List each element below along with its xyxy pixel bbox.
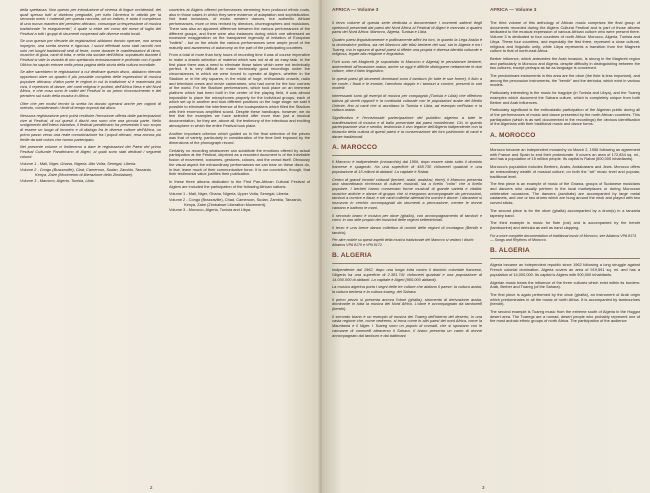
paragraph: Se altre sarebbero le registrazioni a cui dedicare questo disco, abbiamo ritenuto opportuno dare un quadro il più possibile completo delle espressioni di musica popolare africana; d'altra parte le regioni in cui la tradizione si è mantenuta più viva, il repertorio di danze, dei canti religiosi e profani, dell'Africa Nera e del Nord Africa, e che cosa sono le radici del Festival in un primo riconoscimento e del pensiero sul ruolo della musica in Africa. (20, 69, 161, 98)
paragraph: La musica algerina porta i segni delle tre culture che abitano il paese: la cultura araba, la cultura berbera e la cultura tuareg, del Sahara. (332, 284, 482, 294)
volume-list-item: Volume 1 - Mali, Niger, Ghana, Nigeria, Upper Volta, Senegal, Liberia. (169, 191, 290, 197)
paragraph: Another important criterion which guided us in the final selection of the pieces was that of variety, particularly in consideration of the time limit imposed by the dimensions of the phonograph record. (169, 130, 310, 145)
paragraph: Algeria became an independent republic since 1962 following a long struggle against French colonial domination. Algeria covers an area of 919,591 sq. mi. and has a population of 14,000,000. Its capital is Algiers with 900,000 inhabitants. (490, 262, 640, 277)
paragraph: The third volume of this anthology of African music comprises the final group of documents recorded during the Algiers Cultural Festival and is part of those albums dedicated to the musical expression of various African culture who were present there. Volume 3 is dedicated to four countries of north Africa: Morocco, Algeria, Tunisia and Libya. These four countries, and especially the first three, represent a close cultural, religious and linguistic unity, while Libya represents a transition from the Maghreb culture to that of north-east Africa. (490, 20, 640, 54)
paragraph: Certainly no recording whatsoever can substitute the emotions offered by actual participation at the Festival, deprived as a recorded document is of the inevitable fusion of movement, costumes, gestures, colours, and the crowd itself. Obviously the visual aspect the extraordinary performances we can hear on these discs do, in fact, leave much of their communicative force. It is our conviction, though, that their testimonial value justifies their publication. (169, 147, 310, 177)
volume-list-item: Volume 1 - Mali, Niger, Ghana, Nigeria, Alto Volta, Senegal, Liberia. (20, 161, 137, 167)
paragraph: The second piece is for the oboe (ghaïta) accompanied by a drum(s) in a tanzaria tapestry band. (490, 207, 640, 218)
paragraph: Il secondo brano è un esempio di musica dei Tuareg dell'interno del deserto, in una vasta regione che, come vedremo, si trova come in altri paesi del nord Africa, come la Mauritania e il Niger. I Tuareg sono un popolo di nomadi, che si spostano con le carovane di cammelli attraverso il Sahara. Il brano presenta un canto di donne accompagnato dal tamburo e dai battimani. (332, 313, 482, 338)
paragraph: Berber influence, which antecedes the Arab invasion, is strong in the Maghreb region and particularly in Morocco and Algeria, despite difficulty in distinguishing between the two cultures, except perhaps as far as language is concerned. (490, 55, 640, 71)
section-rule (490, 143, 640, 144)
left-page (0, 0, 320, 493)
paragraph: Algerian music bears the influence of the three cultures which exist within its borders: Arab, Berber and Tuareg (of the Sahara). (490, 279, 640, 290)
paragraph: Il primo pezzo si presenta ancora l'oboe (ghaïta), strumento di derivazione araba, dominante in tutta la musica del Nord Africa. L'oboe è accompagnato da tamburelli (bendir). (332, 296, 482, 312)
section-rule (490, 258, 640, 259)
paragraph: Indipendente dal 1962, dopo una lunga lotta contro il dominio coloniale francese, l'Algeria ha una superficie di 2.381.741 chilometri quadrati e una popolazione di 14.000.000 di abitanti. La capitale è Algeri (900.000 abitanti). (332, 267, 482, 282)
paragraph: The predominant instruments in this area are the oboe (the flute is less important), and among the percussion instruments, the "bendir" and the derbuka, which exist in various models. (490, 73, 640, 88)
paragraph: Morocco's population includes Berbers, Arabs, Andalusians and Jews. Morocco offers an extraordinary wealth of musical culture, on both the "art" music level and popular, traditional level. (490, 164, 640, 179)
paragraph: Il Marocco è indipendente (monarchia) dal 1956, dopo essere stato sotto il dominio francese e spagnolo. Ha una superficie di 458.730 chilometri quadrati e una popolazione di 15 milioni di abitanti. La capitale è Rabat. (332, 159, 482, 174)
section-heading: A. MAROCCO (332, 144, 378, 152)
paragraph: The third example is music for flute (nai) and is accompanied by the bendir (tambourine) and derbuka as well as hand clapping. (490, 220, 640, 230)
volume-list-item: Volume 2 - Congo (Brazzaville), Ciad, Cameroun, Sudan, Zambia, Tanzania, Kenya, Zaire (Movimento di liberazione dello Zimbabwe). (20, 167, 152, 177)
paragraph: Particularly significant is the enthusiastic participation of the Algerian public during all of the performances of music and dance presented by the north African countries. This participation (which is as well documented in the recordings) the obvious identification of the Algerians with their traditional music and dance forms. (490, 107, 640, 127)
paragraph: Il secondo brano è musica per oboe (ghaïta), con accompagnamento di tamburi e corni, in uno stile proprio dei musicisti delle regioni settentrionali. (332, 212, 482, 223)
volume-list-item: Volume 3 - Marocco, Algeria, Tunisia, Libia. (20, 177, 95, 183)
paragraph: Centro di grandi incontri culturali (berberi, arabi, andalusi, ebrei), il Marocco presenta una straordinaria ricchezza di culture musicali, sia a livello "colto" che a livello popolare. I berberi hanno conservato forme musicali di grande varietà e vitalità: musiche antiche e danze di gruppo che si eseguono accompagnate da percussioni, tamburi a cornice e flauti, e nei canti collettivi alternati fra uomini e donne. I danzatori si muovono in cerchio accompagnati da strumenti a percussione, mentre le donne cantano e battono le mani. (332, 176, 482, 210)
paragraph: Interessanti sono gli esempi di musica per compagnia (Tunisia e Libia) che riflettono tuttora gli stretti rapporti e la continuità culturale con le popolazioni arabe del Medio Oriente, fino ai canti che si ascoltano in Tunisia e Libia, ad esempio nell'Islam e la cultura araba. (332, 93, 482, 113)
volume-list-item: Volume 2 - Congo (Brazzaville), Chad, Cameroon, Sudan, Zambia, Tanzania, Kenya, Zaire (Zimbabwe Liberation Movement). (169, 197, 302, 207)
section-rule (332, 263, 482, 264)
paragraph: The second example is Tuareg music from the extreme south of Algeria in the Hoggar desert area. The Tuaregs are a nomad, desert people who probably represent one of the most archaic ethnic groups of north Africa. The participation of the audience (490, 309, 640, 324)
paragraph: From a total of more than forty hours of recording time it was of course imperative to make a drastic selection of material which was not at all an easy task. In the first place there was a need to eliminate those takes which were not technically perfect. It is very difficult to make technically good recordings under the circumstances in which we were forced to operate at Algiers, whether in the Stadium or in the city squares, in the midst of huge, enthusiastic crowds, radio and television crews and movie cameramen, who had come for the four corners of the world. For the Stadium performances, which took place on an immense platform which had been built in the center of the playing field, it was almost impossible to place the microphones properly for the individual groups, each of which set up in another and took different positions on the huge stage: we said it possible to eliminate the interference of the loudspeakers which filled the Stadium with their enormous amplified sound. Despite these handicaps, however, we do feel that the examples we have selected offer more than just a musical documentation, for they are, above all, the testimony of the infectious and exciting atmosphere in which the entire Festival took place. (169, 52, 310, 128)
paragraph: Oltre che per motivi tecnici la scelta ha dovuto operarsi anche per ragioni di metodo, considerando i limiti di tempo imposti dal disco. (20, 100, 161, 111)
section-heading: B. ALGERIA (490, 247, 530, 255)
paragraph: Nel presente volume ci limiteremo a dare le registrazioni dei Paesi del primo Festival Culturale Panafricano di Algeri, ai quali sono stati dedicati i seguenti volumi: (20, 144, 161, 159)
paragraph: Se una questa per rilevarle da registrazioni abbiamo dovuto operare, non senza impegno, una scelta severa e rigorosa. I suoni effettuati sono stati raccolti non solo nei luoghi tradizionali sedi di feste, come durante le manifestazioni di ritmo, musiche di gioia, canti di lotta, e nella vita sociale dell'Africa: soprattutto durante il Festival si vide la vivacità di uno spettacolo entusiasmante e profondo con il quale l'Africa ha saputo entrare nella prima pagina della storia della cultura mondiale. (20, 38, 162, 67)
right-page (322, 0, 650, 493)
page-number: 3 (482, 485, 485, 490)
page-number: 2 (150, 485, 153, 490)
footnote: Per altre notizie su questi aspetti della musica tradizionale del Marocco si vedano i dischi: Albatros VPA 8170 e VPA 8172. (332, 238, 475, 247)
paragraph: Particularly interesting is the music for bagpipe (in Tunisia and Libya), and the Tuareg examples which document the Sahara culture, which is completely unique from both Berber and Arab influences. (490, 90, 640, 105)
running-header: AFRICA — Volume 3 (490, 8, 537, 13)
paragraph: Il terzo è una breve danza collettiva di uomini delle regioni di montagna (Bendir e tambûr). (332, 224, 482, 235)
volume-list-item: Volume 3 - Morocco, Algeria, Tunisia and Libya. (169, 207, 252, 213)
paragraph: The first piece is an example of music of the Gnawa, groups of Sudanese musicians and dancers who usually perform in the local marketplaces or during Moroccan celebrative occasions. The dancers (acrobats) are accompanied by large metal castanets, and one or two drums which are hung around the neck and played with two curved sticks. (490, 181, 640, 206)
paragraph: Nessuna registrazione però potrà restituire l'emozione offerta dalle partecipazioni vive al Festival, di cui questi 4 dischi non sono che una piccola parte. Nello svolgimento dell'intera iniziativa, il festival panafricano ha presentato il suo scopo di essere un luogo di incontro e di dialogo fra le diverse culture dell'Africa, un primo passo verso una reale comunicazione fra i popoli africani, resa ancora più fertile da tutti coloro che hanno partecipato. (20, 113, 161, 142)
section-rule (332, 155, 482, 156)
paragraph: della spettanza. Non questo per introduzione di cinema di lingue occidentali, dei quali spesso tutti si dividono pregiudizi, per tutto l'America in attività per la seconda metà. I materiali per questa raccolta, ad un indizio, è stato il complesso di una nuova maniera del pensiero africano, comunque un'espressione di musica tradizionale "in eseguimento", il quale si ebbe nel corso del mese di luglio del Festival a tutti i gruppi di strumenti cooperanti alle diverse realtà locali. (20, 7, 161, 36)
right-italian-column (332, 8, 482, 341)
paragraph: In these three albums dedicated to the First Pan-African Cultural Festival of Algiers are included the participation of the following African nations: (169, 178, 310, 189)
paragraph: Quattro paesi linguisticamente e politicamente affini tra loro, in quanto la Lega Araba è la dominatrice politica, sia nel Marocco alle tribù berbere del sud, sia in Algeria e tra i Tuareg, ma in ognuno di questi paesi si riflette una propria e diversa identità culturale e religiosa, legate alla religione e linguistica. (332, 37, 482, 57)
footnote: For a more complete documentation of traditional music of Morocco, see Albatros VPA 8174 — Songs and Rhythms of Morocco. (490, 233, 637, 243)
paragraph: The first piece is again performed by the oboe (ghaïta), an instrument of Arab origin which predominates in all the music of north Africa. It is accompanied by tambourines (bendir). (490, 291, 640, 307)
paragraph: Morocco became an independent monarchy on March 2, 1956 following an agreement with France and Spain to end their protectorate. It covers an area of 172,834 sq. mi., and has a population of 15 million people. Its capital is Rabat (500,000 inhabitants). (490, 147, 640, 162)
left-italian-column (20, 8, 161, 214)
paragraph: countries at Algiers offered performances stemming from profound ethnic roots, also in those cases in which they were evidence of adaptation and sophistication. Not least inclusions, of exotic western dances, but authentic African performances, more or less revised by directors, choreographers and musicians. There was also an apparent difference between the various performances of the different groups, and there were also instances during which one witnessed an excessive exaggeration on the transparent ingenuity of imitation of European "ballets" - but on the whole the various performances were ample proof of the maturity and awareness of autonomy on the part of the participating countries. (169, 7, 310, 50)
left-english-column (169, 8, 310, 214)
paragraph: Il terzo volume di questa serie dedicata a documentare i momenti salienti degli spettacoli presentati dai paesi del Nord Africa al Festival di Algeri è riservato a quattro paesi del Nord Africa: Marocco, Algeria, Tunisia e Libia. (332, 20, 482, 35)
paragraph: In questi paesi gli strumenti dominanti sono il tamburo (in tutte le sue forme), il liuto a tre corde, i flauti e le trombe, l'aerofono doppio e i tamburi a cornice, presenti in vari modelli. (332, 76, 482, 91)
paragraph: Significativa è l'eccezionale partecipazione del pubblico algerino a tutte le manifestazioni di musica e di ballo presentate dai paesi nordafricani. Ciò, in quanto partecipazione viva e sentita, testimonia il vivo legame dell'Algeria indipendente con la rinascita della cultura di questi paesi e la conservazione del loro patrimonio di canti e danze tradizionali. (332, 114, 482, 139)
running-header: AFRICA — Volume 3 (332, 8, 379, 13)
section-heading: A. MOROCCO (490, 132, 536, 140)
section-heading: B. ALGERIA (332, 252, 372, 260)
paragraph: Forti sono nel Maghreb (e soprattutto in Marocco e Algeria) le persistenze berbere, antecedenti all'invasione araba, anche se oggi è difficile distinguere nettamente le due culture, oltre il fatto linguistico. (332, 58, 482, 74)
right-english-column (490, 8, 640, 341)
